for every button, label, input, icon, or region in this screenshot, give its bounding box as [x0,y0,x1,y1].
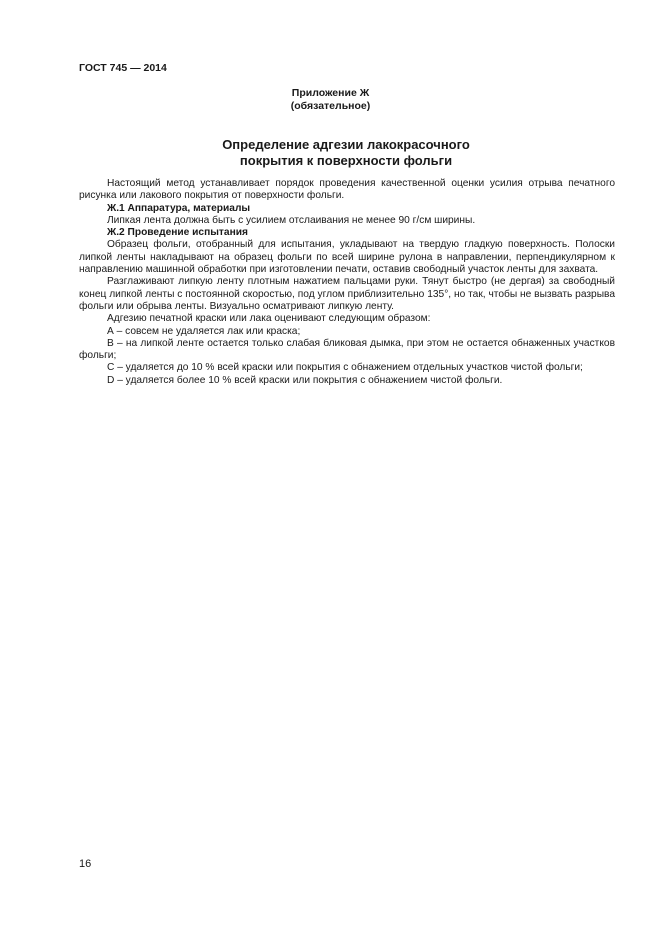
paragraph-intro: Настоящий метод устанавливает порядок проведения качественной оценки усилия отрыва печатного рисунка или лакового покрытия от поверхности фольги. [79,178,615,202]
appendix-heading [0,87,661,113]
rating-c: С – удаляется до 10 % всей краски или покрытия с обнажением отдельных участков чистой фольги; [107,362,583,374]
page-number: 16 [79,858,92,870]
appendix-label: Приложение Ж [291,87,370,99]
section-heading-equipment: Ж.1 Аппаратура, материалы [107,202,251,214]
appendix-title [0,137,661,169]
rating-b: В – на липкой ленте остается только слабая бликовая дымка, при этом не остается обнаженных участков фольги; [79,337,615,362]
rating-a: А – совсем не удаляется лак или краска; [107,325,301,337]
paragraph-assessment: Адгезию печатной краски или лака оценивают следующим образом: [107,313,431,325]
appendix-status: (обязательное) [290,100,371,112]
paragraph-procedure: Разглаживают липкую ленту плотным нажатием пальцами руки. Тянут быстро (не дергая) за свободный конец липкой ленты с постоянной скоростью, под углом приблизительно 135°, но так, чтобы не вызвать разрыва фольги или обрыва ленты. Визуально осматривают липкую ленту. [79,276,615,312]
title-line-1: Определение адгезии лакокрасочного [222,137,470,152]
section-heading-test: Ж.2 Проведение испытания [107,227,248,239]
document-code: ГОСТ 745 — 2014 [79,62,167,74]
paragraph-sample: Образец фольги, отобранный для испытания, укладывают на твердую гладкую поверхность. Полоски липкой ленты накладывают на образец фольги по всей ширине рулона в направлении, перпендикулярном к направлению машинной обработки при изготовлении печати, оставив свободный участок ленты для захвата. [79,239,615,276]
rating-d: D – удаляется более 10 % всей краски или покрытия с обнажением чистой фольги. [107,374,503,386]
paragraph-tape: Липкая лента должна быть с усилием отслаивания не менее 90 г/см ширины. [107,214,476,226]
title-line-2: покрытия к поверхности фольги [239,153,453,168]
body-text [79,178,615,387]
